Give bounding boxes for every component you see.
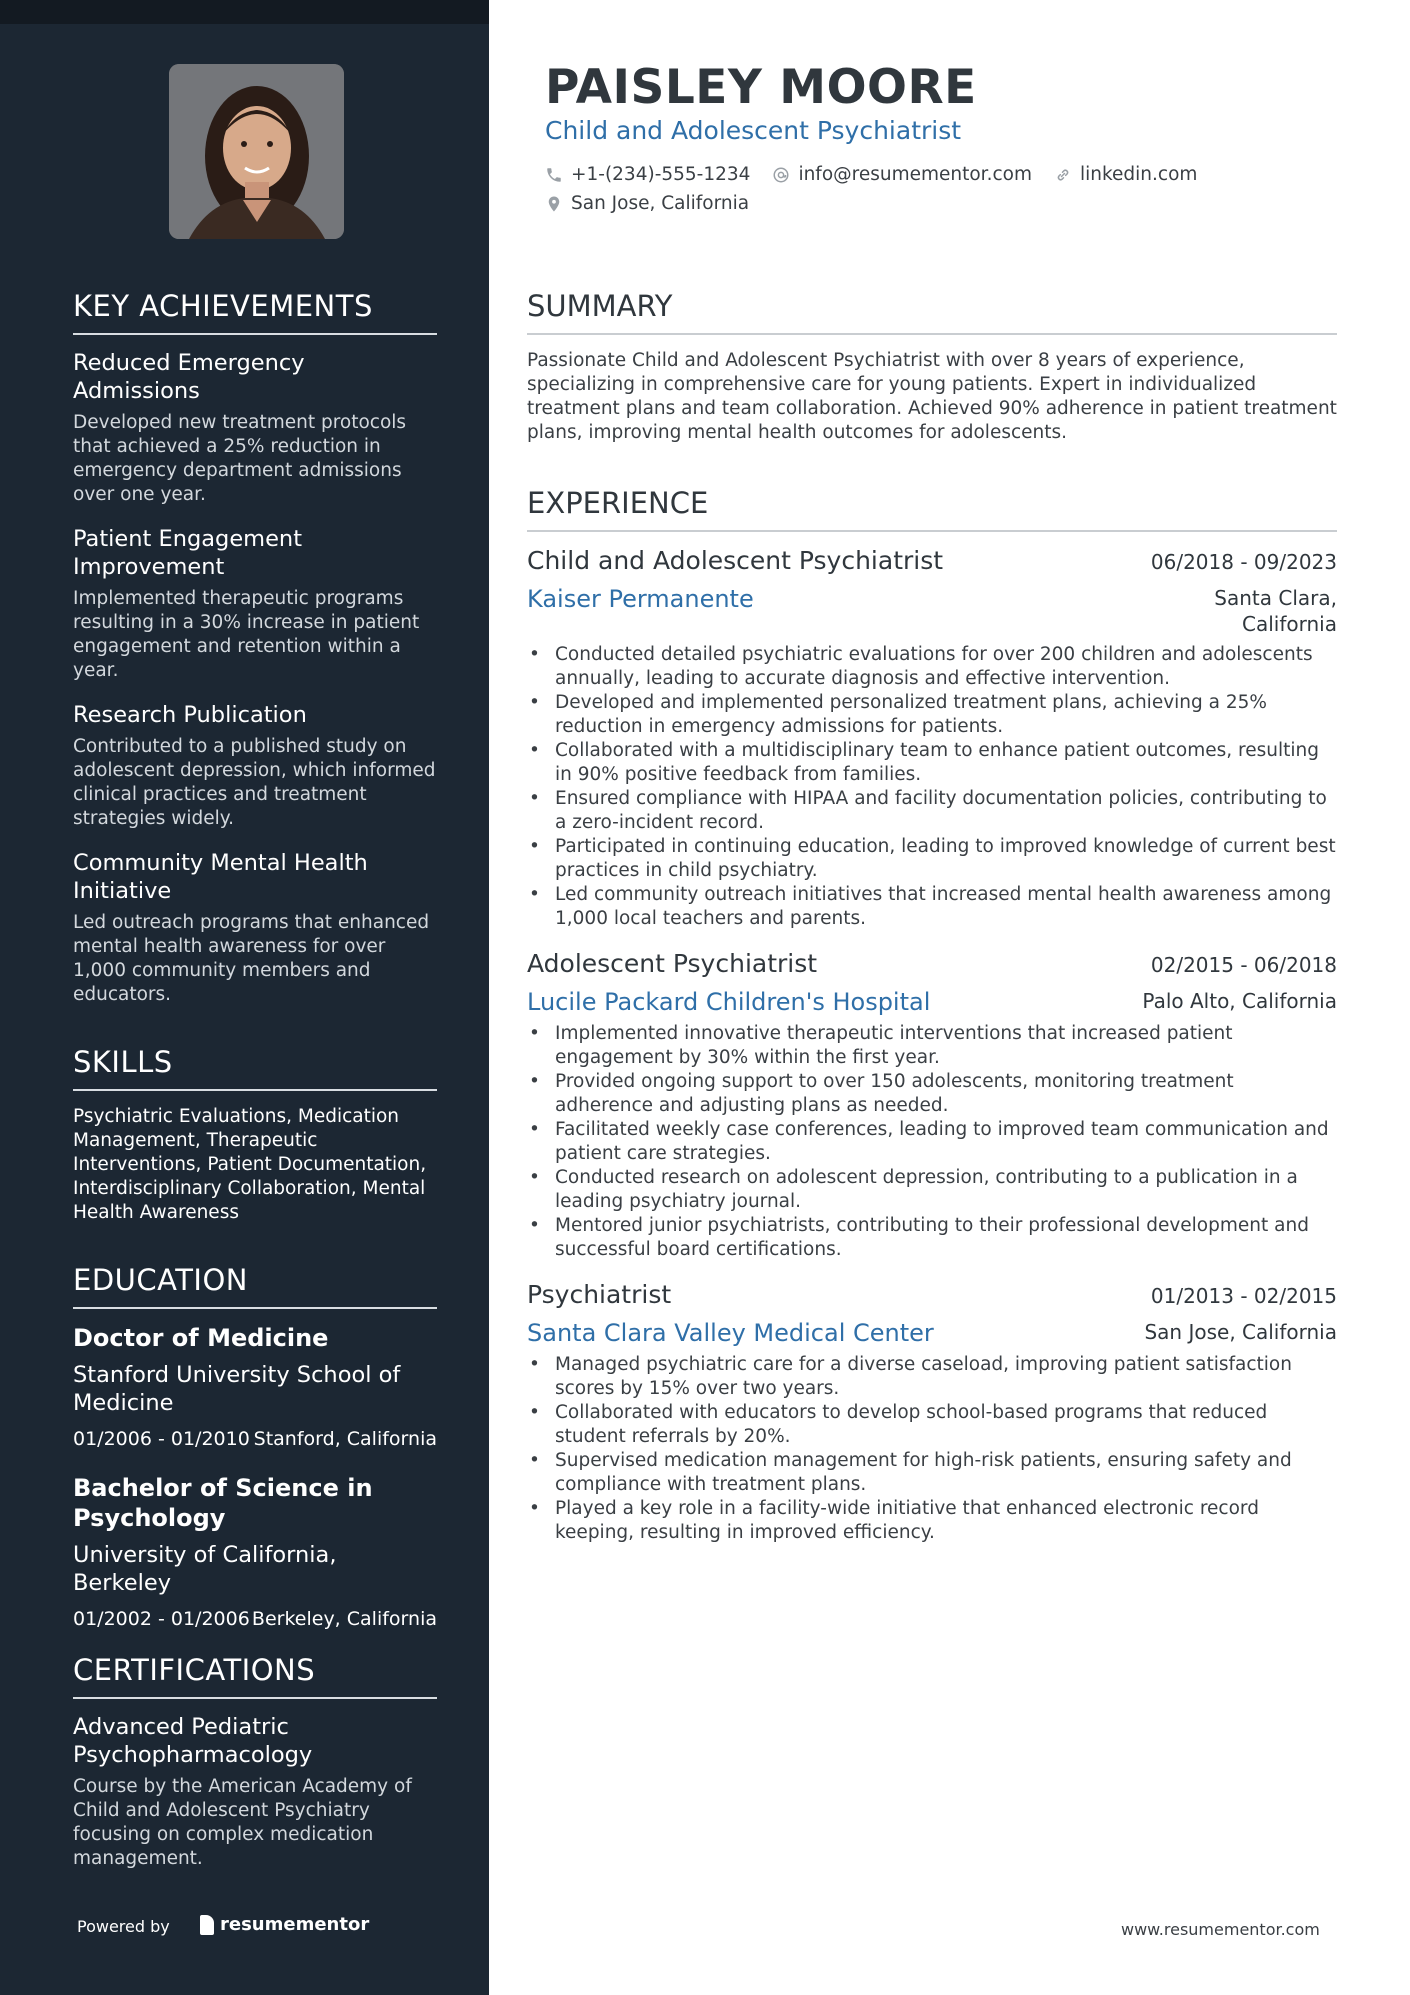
job-company: Lucile Packard Children's Hospital — [527, 988, 931, 1016]
achievement-item — [73, 525, 437, 683]
key-achievements-title: KEY ACHIEVEMENTS — [73, 289, 437, 335]
experience-title: EXPERIENCE — [527, 486, 1337, 532]
job-title: Psychiatrist — [527, 1280, 672, 1309]
email-contact[interactable] — [772, 164, 1032, 185]
certification-desc: Course by the American Academy of Child and Adolescent Psychiatry focusing on complex medication management. — [73, 1776, 412, 1869]
experience-section — [527, 486, 1337, 1563]
achievement-item — [73, 849, 437, 1007]
education-section — [73, 1263, 437, 1631]
job-entry — [527, 546, 1337, 931]
sidebar — [0, 0, 489, 1995]
education-dates: 01/2002 - 01/2006 — [73, 1608, 250, 1630]
job-bullet: • Played a key role in a facility-wide initiative that enhanced electronic record keeping, resulting in improved efficiency. — [527, 1497, 1337, 1545]
job-bullet: • Ensured compliance with HIPAA and facility documentation policies, contributing to a zero-incident record. — [527, 787, 1337, 835]
job-bullets — [527, 1353, 1337, 1545]
key-achievements-section — [73, 289, 437, 1007]
location-text: San Jose, California — [571, 193, 750, 214]
education-degree: Doctor of Medicine — [73, 1324, 329, 1352]
skills-title: SKILLS — [73, 1045, 437, 1091]
brand-name: resumementor — [220, 1914, 370, 1935]
education-title: EDUCATION — [73, 1263, 437, 1309]
achievement-desc: Led outreach programs that enhanced mental health awareness for over 1,000 community members and educators. — [73, 912, 430, 1005]
skills-section — [73, 1045, 437, 1225]
job-dates: 06/2018 - 09/2023 — [1150, 550, 1337, 574]
location-pin-icon — [545, 195, 563, 213]
job-bullet: • Mentored junior psychiatrists, contributing to their professional development and successful board certifications. — [527, 1214, 1337, 1262]
candidate-role: Child and Adolescent Psychiatrist — [545, 116, 962, 145]
job-location: Palo Alto, California — [1142, 989, 1337, 1013]
job-bullet: • Managed psychiatric care for a diverse caseload, improving patient satisfaction scores by 15% over two years. — [527, 1353, 1337, 1401]
job-bullet: • Facilitated weekly case conferences, leading to improved team communication and patient care strategies. — [527, 1118, 1337, 1166]
education-location: Stanford, California — [253, 1428, 437, 1450]
email-text: info@resumementor.com — [798, 164, 1032, 185]
education-item — [73, 1323, 437, 1451]
certification-item — [73, 1713, 437, 1871]
achievement-desc: Implemented therapeutic programs resulting in a 30% increase in patient engagement and retention within a year. — [73, 588, 420, 681]
certifications-title: CERTIFICATIONS — [73, 1653, 437, 1699]
at-icon — [772, 166, 790, 184]
education-school: Stanford University School of Medicine — [73, 1362, 401, 1416]
phone-text: +1-(234)-555-1234 — [571, 164, 751, 185]
achievement-item — [73, 349, 437, 507]
achievement-item — [73, 701, 437, 831]
job-header — [527, 1280, 1337, 1309]
job-bullet: • Participated in continuing education, leading to improved knowledge of current best practices in child psychiatry. — [527, 835, 1337, 883]
powered-by-label: Powered by — [77, 1917, 170, 1936]
summary-title: SUMMARY — [527, 289, 1337, 335]
job-location — [1214, 585, 1337, 637]
education-meta — [73, 1607, 437, 1631]
linkedin-contact[interactable] — [1054, 164, 1197, 185]
job-dates: 02/2015 - 06/2018 — [1150, 953, 1337, 977]
job-subheader — [527, 988, 1337, 1016]
footer-website-link[interactable]: www.resumementor.com — [1121, 1920, 1320, 1939]
job-dates: 01/2013 - 02/2015 — [1150, 1284, 1337, 1308]
contact-row — [545, 164, 1315, 185]
education-location: Berkeley, California — [251, 1608, 437, 1630]
job-location-line: California — [1242, 612, 1337, 636]
job-location: San Jose, California — [1144, 1320, 1337, 1344]
phone-contact[interactable] — [545, 164, 750, 185]
education-dates: 01/2006 - 01/2010 — [73, 1428, 250, 1450]
job-bullet: • Conducted research on adolescent depression, contributing to a publication in a leading psychiatry journal. — [527, 1166, 1337, 1214]
location-contact — [545, 193, 749, 214]
profile-photo — [169, 64, 344, 239]
education-meta — [73, 1427, 437, 1451]
certification-title: Advanced Pediatric Psychopharmacology — [73, 1714, 313, 1768]
job-location-line: Santa Clara, — [1214, 586, 1337, 610]
job-subheader — [527, 585, 1337, 637]
achievement-title: Community Mental Health Initiative — [73, 850, 368, 904]
brand-mark-icon — [200, 1915, 214, 1935]
job-bullet: • Provided ongoing support to over 150 adolescents, monitoring treatment adherence and adjusting plans as needed. — [527, 1070, 1337, 1118]
skills-list: Psychiatric Evaluations, Medication Management, Therapeutic Interventions, Patient Documentation, Interdisciplinary Collaboration, Mental Health Awareness — [73, 1106, 427, 1223]
job-title: Child and Adolescent Psychiatrist — [527, 546, 944, 575]
phone-icon — [545, 166, 563, 184]
job-header — [527, 949, 1337, 978]
education-degree: Bachelor of Science in Psychology — [73, 1474, 373, 1532]
job-entry — [527, 1280, 1337, 1545]
education-school: University of California, Berkeley — [73, 1542, 337, 1596]
job-header — [527, 546, 1337, 575]
achievement-title: Reduced Emergency Admissions — [73, 350, 305, 404]
job-bullet: • Collaborated with educators to develop school-based programs that reduced student referrals by 20%. — [527, 1401, 1337, 1449]
linkedin-text: linkedin.com — [1079, 164, 1198, 185]
job-entry — [527, 949, 1337, 1262]
sidebar-top-bar — [0, 0, 489, 24]
job-bullets — [527, 1022, 1337, 1262]
contact-row — [545, 193, 1315, 214]
job-bullets — [527, 643, 1337, 931]
link-icon — [1054, 166, 1072, 184]
job-title: Adolescent Psychiatrist — [527, 949, 818, 978]
achievement-desc: Developed new treatment protocols that achieved a 25% reduction in emergency department admissions over one year. — [73, 412, 407, 505]
achievement-title: Research Publication — [73, 702, 307, 728]
education-item — [73, 1473, 437, 1631]
certifications-section — [73, 1653, 437, 1871]
summary-text: Passionate Child and Adolescent Psychiatrist with over 8 years of experience, specializing in comprehensive care for young patients. Expert in individualized treatment plans and team collaboration. Achieved 90% adherence in patient treatment plans, improving mental health outcomes for adolescents. — [527, 350, 1337, 443]
summary-section — [527, 289, 1337, 445]
job-bullet: • Conducted detailed psychiatric evaluations for over 200 children and adolescents annually, leading to accurate diagnosis and effective intervention. — [527, 643, 1337, 691]
job-bullet: • Supervised medication management for high-risk patients, ensuring safety and compliance with treatment plans. — [527, 1449, 1337, 1497]
job-bullet: • Developed and implemented personalized treatment plans, achieving a 25% reduction in emergency admissions for patients. — [527, 691, 1337, 739]
job-company: Santa Clara Valley Medical Center — [527, 1319, 934, 1347]
contact-info — [545, 164, 1315, 222]
achievement-title: Patient Engagement Improvement — [73, 526, 303, 580]
job-company: Kaiser Permanente — [527, 585, 754, 613]
sidebar-content — [73, 289, 437, 1909]
job-subheader — [527, 1319, 1337, 1347]
job-bullet: • Led community outreach initiatives that increased mental health awareness among 1,000 local teachers and parents. — [527, 883, 1337, 931]
candidate-name: PAISLEY MOORE — [545, 60, 977, 115]
brand-logo[interactable] — [200, 1914, 369, 1935]
job-bullet: • Collaborated with a multidisciplinary team to enhance patient outcomes, resulting in 90% positive feedback from families. — [527, 739, 1337, 787]
achievement-desc: Contributed to a published study on adolescent depression, which informed clinical practices and treatment strategies widely. — [73, 736, 436, 829]
job-bullet: • Implemented innovative therapeutic interventions that increased patient engagement by 30% within the first year. — [527, 1022, 1337, 1070]
